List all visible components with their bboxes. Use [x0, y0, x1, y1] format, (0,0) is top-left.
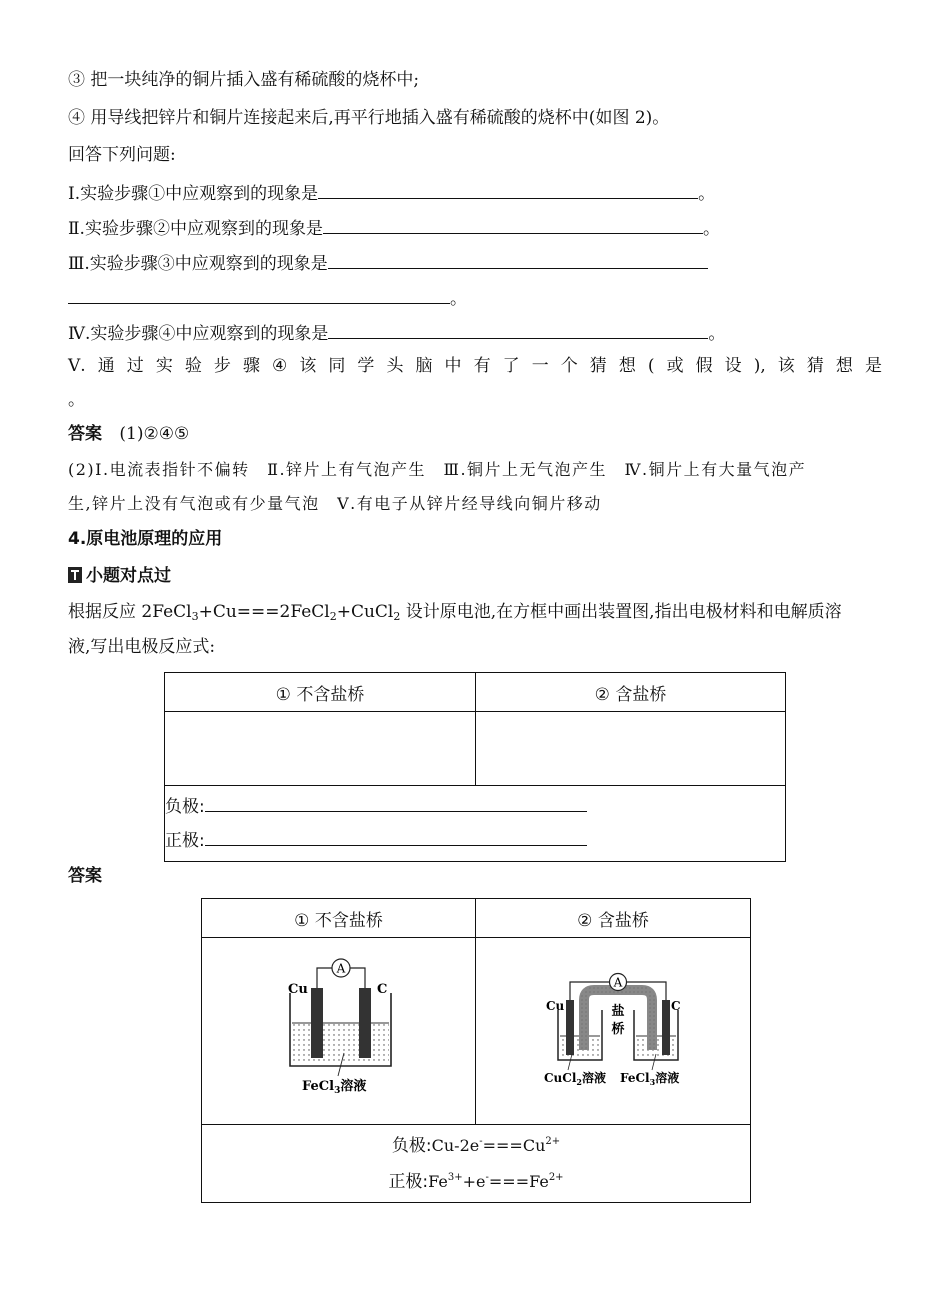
sol-sub: 3 — [334, 1086, 341, 1096]
q5-char: 骤 — [242, 356, 260, 376]
question-3-period: 。 — [450, 289, 467, 309]
question-1-text: Ⅰ.实验步骤①中应观察到的现象是 — [68, 184, 319, 204]
eq-text: ===Fe — [488, 1172, 549, 1191]
answer-1-part2-line1: (2)Ⅰ.电流表指针不偏转 Ⅱ.锌片上有气泡产生 Ⅲ.铜片上无气泡产生 Ⅳ.铜片上有大量气泡产 — [68, 460, 807, 479]
fecl3-solution-label — [302, 1078, 366, 1096]
design-table-col1-header: ① 不含盐桥 — [165, 673, 476, 712]
ammeter-label: A — [336, 961, 346, 976]
negative-blank[interactable] — [205, 793, 587, 812]
eq-sup: 2+ — [545, 1136, 561, 1147]
q5-char: 学 — [357, 356, 375, 376]
cell-diagram-with-bridge — [476, 938, 750, 1124]
sol-sub: 3 — [649, 1077, 656, 1087]
positive-blank[interactable] — [205, 827, 587, 846]
eq-text: +e — [462, 1172, 486, 1191]
answer-blank-1[interactable] — [318, 180, 698, 199]
q5-char: 步 — [213, 356, 231, 376]
q5-char: 头 — [386, 356, 404, 376]
negative-label: 负极: — [165, 797, 205, 817]
eq-text: Cu-2e — [431, 1136, 480, 1155]
question-3 — [68, 250, 708, 276]
intro-sub: 2 — [393, 610, 401, 623]
q5-char: 个 — [560, 356, 578, 376]
q5-char: 该 — [299, 356, 317, 376]
answer-blank-3a[interactable] — [328, 250, 708, 269]
c-electrode — [359, 988, 371, 1058]
bridge-label-2: 桥 — [611, 1022, 625, 1037]
question-2 — [68, 215, 720, 241]
cu-electrode — [566, 1000, 574, 1055]
positive-label: 正极: — [165, 831, 205, 851]
sol-text: 溶液 — [581, 1071, 606, 1085]
positive-electrode-row — [165, 826, 785, 850]
positive-equation — [202, 1167, 750, 1193]
eq-sup: - — [485, 1172, 489, 1183]
question-2-text: Ⅱ.实验步骤②中应观察到的现象是 — [68, 219, 323, 239]
q5-char: 一 — [531, 356, 549, 376]
q5-char: 猜 — [806, 356, 824, 376]
q5-char: 脑 — [415, 356, 433, 376]
question-4-text: Ⅳ.实验步骤④中应观察到的现象是 — [68, 324, 329, 344]
question-2-period: 。 — [702, 219, 720, 239]
eq-text: ===Cu — [482, 1136, 546, 1155]
sol-text: FeCl — [620, 1071, 650, 1085]
question-4 — [68, 320, 725, 346]
design-table-drawing-area-1[interactable] — [165, 712, 476, 786]
answer-blank-2[interactable] — [323, 215, 703, 234]
design-table-drawing-area-2[interactable] — [476, 712, 786, 786]
q5-char: 实 — [155, 356, 173, 376]
c-label: C — [377, 982, 388, 997]
q5-char: 了 — [502, 356, 520, 376]
negative-equation — [202, 1131, 750, 1157]
figure-with-salt-bridge — [476, 938, 751, 1125]
q5-char: Ⅴ. — [68, 356, 86, 376]
step-3: ③ 把一块纯净的铜片插入盛有稀硫酸的烧杯中; — [68, 70, 420, 90]
answer-1-label: 答案 — [68, 424, 102, 444]
cu-label: Cu — [546, 999, 565, 1013]
intro-text: +CuCl — [336, 602, 394, 622]
answer-blank-4[interactable] — [328, 320, 708, 339]
q5-char: 该 — [777, 356, 795, 376]
q5-char: 是 — [864, 356, 882, 376]
question-3-continued — [68, 285, 467, 311]
intro-text: 设计原电池,在方框中画出装置图,指出电极材料和电解质溶 — [400, 602, 842, 622]
intro-sub: 2 — [329, 610, 337, 623]
q5-char: 有 — [473, 356, 491, 376]
section-marker-icon — [68, 567, 82, 583]
section-4-subhead-text: 小题对点过 — [86, 566, 171, 586]
eq-sup: 2+ — [548, 1172, 564, 1183]
sol-text: 溶液 — [655, 1071, 680, 1085]
answer-table — [201, 898, 751, 1203]
q5-char: ( — [647, 356, 655, 376]
answer-2-label: 答案 — [68, 866, 102, 886]
design-table-electrodes — [165, 786, 786, 862]
fecl3-solution-label — [620, 1070, 679, 1087]
negative-label: 负极: — [391, 1136, 432, 1156]
design-table — [164, 672, 786, 862]
question-1-period: 。 — [698, 184, 716, 204]
cell-diagram-no-bridge — [202, 938, 475, 1124]
section-4-subhead — [68, 564, 171, 588]
question-5 — [68, 354, 882, 378]
q5-char: 同 — [328, 356, 346, 376]
section-4-intro — [68, 600, 842, 629]
answer-1-header — [68, 422, 189, 446]
positive-label: 正极: — [388, 1172, 429, 1192]
question-4-period: 。 — [708, 324, 726, 344]
ammeter-label: A — [613, 975, 623, 990]
q5-char: 中 — [444, 356, 462, 376]
c-electrode — [662, 1000, 670, 1055]
answer-table-col1-header: ① 不含盐桥 — [202, 899, 476, 938]
question-1 — [68, 180, 715, 206]
bridge-label-1: 盐 — [611, 1004, 625, 1019]
q5-char: ④ — [272, 356, 288, 376]
section-4-intro-line2: 液,写出电极反应式: — [68, 637, 216, 657]
wire-right — [350, 968, 365, 988]
q5-char: 验 — [184, 356, 202, 376]
intro-text: 根据反应 2FeCl — [68, 602, 192, 622]
answer-table-equations — [202, 1125, 751, 1203]
question-5-period: 。 — [68, 390, 85, 410]
q5-char: 假 — [695, 356, 713, 376]
answer-blank-3b[interactable] — [68, 285, 450, 304]
sol-text: 溶液 — [340, 1079, 367, 1094]
answer-1-part1: (1)②④⑤ — [119, 424, 190, 444]
q5-char: 过 — [126, 356, 144, 376]
cu-label: Cu — [288, 982, 308, 997]
fecl3-solution — [292, 1023, 389, 1063]
design-table-col2-header: ② 含盐桥 — [476, 673, 786, 712]
eq-sup: - — [479, 1136, 483, 1147]
eq-sup: 3+ — [447, 1172, 463, 1183]
answer-1-part2-line2: 生,锌片上没有气泡或有少量气泡 Ⅴ.有电子从锌片经导线向铜片移动 — [68, 494, 602, 513]
q5-char: 通 — [97, 356, 115, 376]
cu-electrode — [311, 988, 323, 1058]
section-4-title: 4.原电池原理的应用 — [68, 529, 223, 549]
intro-sub: 3 — [191, 610, 199, 623]
q5-char: 或 — [666, 356, 684, 376]
q5-char: 想 — [618, 356, 636, 376]
q5-char: ), — [753, 356, 766, 376]
negative-electrode-row — [165, 792, 785, 816]
step-4: ④ 用导线把锌片和铜片连接起来后,再平行地插入盛有稀硫酸的烧杯中(如图 2)。 — [68, 108, 670, 128]
c-label: C — [671, 999, 681, 1013]
answer-table-col2-header: ② 含盐桥 — [476, 899, 751, 938]
cucl2-solution-label — [544, 1070, 606, 1087]
intro-text: +Cu===2FeCl — [198, 602, 330, 622]
q5-char: 猜 — [589, 356, 607, 376]
wire-left — [317, 968, 332, 988]
prompt: 回答下列问题: — [68, 145, 176, 165]
sol-text: CuCl — [544, 1071, 577, 1085]
sol-text: FeCl — [302, 1079, 335, 1094]
q5-char: 想 — [835, 356, 853, 376]
question-3-text: Ⅲ.实验步骤③中应观察到的现象是 — [68, 254, 328, 274]
sol-sub: 2 — [576, 1077, 582, 1087]
eq-text: Fe — [428, 1172, 448, 1191]
figure-no-salt-bridge — [202, 938, 476, 1125]
q5-char: 设 — [724, 356, 742, 376]
